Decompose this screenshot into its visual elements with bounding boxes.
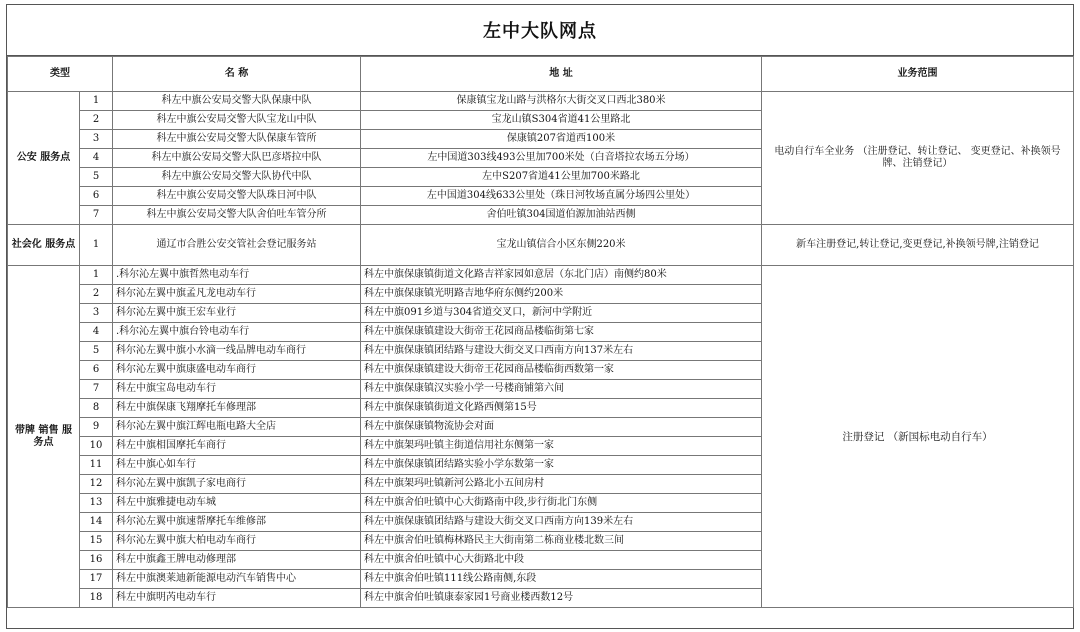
point-address: 宝龙山镇信合小区东侧220米 bbox=[361, 225, 762, 266]
point-address: 科左中旗保康镇街道文化路吉祥家园如意居（东北门店）南侧约80米 bbox=[361, 266, 762, 285]
scope-social: 新车注册登记,转让登记,变更登记,补换领号牌,注销登记 bbox=[762, 225, 1074, 266]
point-address: 科左中旗保康镇团结路实验小学东数第一家 bbox=[361, 456, 762, 475]
point-name: 科左中旗公安局交警大队宝龙山中队 bbox=[113, 111, 361, 130]
row-number: 1 bbox=[80, 266, 113, 285]
row-number: 6 bbox=[80, 361, 113, 380]
header-row bbox=[8, 57, 1074, 92]
row-number: 14 bbox=[80, 513, 113, 532]
header-scope: 业务范围 bbox=[762, 57, 1074, 92]
point-address: 科左中旗保康镇街道文化路西侧第15号 bbox=[361, 399, 762, 418]
row-number: 11 bbox=[80, 456, 113, 475]
row-number: 8 bbox=[80, 399, 113, 418]
point-address: 科左中旗保康镇团结路与建设大街交叉口西南方向139米左右 bbox=[361, 513, 762, 532]
header-name: 名 称 bbox=[113, 57, 361, 92]
point-name: 科左中旗公安局交警大队保康中队 bbox=[113, 92, 361, 111]
row-number: 10 bbox=[80, 437, 113, 456]
point-name: 科左中旗雅捷电动车城 bbox=[113, 494, 361, 513]
point-name: 科左中旗保康飞翔摩托车修理部 bbox=[113, 399, 361, 418]
row-number: 3 bbox=[80, 130, 113, 149]
row-number: 7 bbox=[80, 206, 113, 225]
point-address: 科左中旗保康镇汉实验小学一号楼商铺第六间 bbox=[361, 380, 762, 399]
row-number: 9 bbox=[80, 418, 113, 437]
point-name: 科尔沁左翼中旗康盛电动车商行 bbox=[113, 361, 361, 380]
row-number: 4 bbox=[80, 323, 113, 342]
point-name: 科尔沁左翼中旗江辉电瓶电路大全店 bbox=[113, 418, 361, 437]
point-name: 科尔沁左翼中旗小水滴一线品牌电动车商行 bbox=[113, 342, 361, 361]
point-name: 科尔沁左翼中旗王宏车业行 bbox=[113, 304, 361, 323]
point-name: 科左中旗心如车行 bbox=[113, 456, 361, 475]
category-police: 公安 服务点 bbox=[8, 92, 80, 225]
point-name: 科左中旗公安局交警大队协代中队 bbox=[113, 168, 361, 187]
point-address: 科左中旗舍伯吐镇中心大街路南中段,步行街北门东侧 bbox=[361, 494, 762, 513]
row-number: 2 bbox=[80, 285, 113, 304]
point-address: 左中国道303线493公里加700米处（白音塔拉农场五分场） bbox=[361, 149, 762, 168]
category-social: 社会化 服务点 bbox=[8, 225, 80, 266]
point-name: 科左中旗公安局交警大队保康车管所 bbox=[113, 130, 361, 149]
table-row bbox=[8, 92, 1074, 111]
row-number: 6 bbox=[80, 187, 113, 206]
scope-police: 电动自行车全业务 （注册登记、转让登记、 变更登记、补换领号牌、注销登记） bbox=[762, 92, 1074, 225]
point-address: 左中S207省道41公里加700米路北 bbox=[361, 168, 762, 187]
point-name: 科左中旗宝岛电动车行 bbox=[113, 380, 361, 399]
point-address: 科左中旗保康镇建设大街帝王花园商品楼临街西数第一家 bbox=[361, 361, 762, 380]
table-row bbox=[8, 225, 1074, 266]
point-name: .科尔沁左翼中旗台铃电动车行 bbox=[113, 323, 361, 342]
point-address: 科左中旗舍伯吐镇111线公路南侧,东段 bbox=[361, 570, 762, 589]
point-name: .科尔沁左翼中旗哲然电动车行 bbox=[113, 266, 361, 285]
row-number: 1 bbox=[80, 92, 113, 111]
row-number: 5 bbox=[80, 168, 113, 187]
row-number: 15 bbox=[80, 532, 113, 551]
point-address: 科左中旗保康镇物流协会对面 bbox=[361, 418, 762, 437]
row-number: 3 bbox=[80, 304, 113, 323]
point-address: 科左中旗保康镇团结路与建设大街交叉口西南方向137米左右 bbox=[361, 342, 762, 361]
service-points-sheet bbox=[6, 4, 1074, 629]
row-number: 12 bbox=[80, 475, 113, 494]
point-address: 科左中旗保康镇光明路吉地华府东侧约200米 bbox=[361, 285, 762, 304]
scope-dealer: 注册登记 （新国标电动自行车） bbox=[762, 266, 1074, 608]
point-name: 科尔沁左翼中旗孟凡龙电动车行 bbox=[113, 285, 361, 304]
point-address: 科左中旗保康镇建设大街帝王花园商品楼临街第七家 bbox=[361, 323, 762, 342]
row-number: 17 bbox=[80, 570, 113, 589]
point-address: 科左中旗091乡道与304省道交叉口，新河中学附近 bbox=[361, 304, 762, 323]
row-number: 2 bbox=[80, 111, 113, 130]
point-name: 科左中旗鑫王牌电动修理部 bbox=[113, 551, 361, 570]
row-number: 7 bbox=[80, 380, 113, 399]
row-number: 18 bbox=[80, 589, 113, 608]
point-address: 科左中旗舍伯吐镇康泰家园1号商业楼西数12号 bbox=[361, 589, 762, 608]
point-name: 科尔沁左翼中旗速帮摩托车维修部 bbox=[113, 513, 361, 532]
table-row bbox=[8, 266, 1074, 285]
point-address: 保康镇宝龙山路与洪格尔大街交叉口西北380米 bbox=[361, 92, 762, 111]
point-address: 科左中旗架玛吐镇新河公路北小五间房村 bbox=[361, 475, 762, 494]
point-name: 科左中旗公安局交警大队舍伯吐车管分所 bbox=[113, 206, 361, 225]
point-address: 科左中旗架玛吐镇主街道信用社东侧第一家 bbox=[361, 437, 762, 456]
point-address: 舍伯吐镇304国道伯源加油站西侧 bbox=[361, 206, 762, 225]
point-name: 通辽市合胜公安交管社会登记服务站 bbox=[113, 225, 361, 266]
row-number: 4 bbox=[80, 149, 113, 168]
row-number: 5 bbox=[80, 342, 113, 361]
point-name: 科左中旗澳莱迪新能源电动汽车销售中心 bbox=[113, 570, 361, 589]
point-address: 左中国道304线633公里处（珠日河牧场直属分场四公里处） bbox=[361, 187, 762, 206]
row-number: 1 bbox=[80, 225, 113, 266]
point-name: 科左中旗相国摩托车商行 bbox=[113, 437, 361, 456]
category-dealer: 带牌 销售 服务点 bbox=[8, 266, 80, 608]
point-address: 科左中旗舍伯吐镇梅林路民主大街南第二栋商业楼北数三间 bbox=[361, 532, 762, 551]
row-number: 16 bbox=[80, 551, 113, 570]
point-name: 科左中旗公安局交警大队巴彦塔拉中队 bbox=[113, 149, 361, 168]
point-address: 科左中旗舍伯吐镇中心大街路北中段 bbox=[361, 551, 762, 570]
point-name: 科尔沁左翼中旗大柏电动车商行 bbox=[113, 532, 361, 551]
point-address: 宝龙山镇S304省道41公里路北 bbox=[361, 111, 762, 130]
point-address: 保康镇207省道西100米 bbox=[361, 130, 762, 149]
row-number: 13 bbox=[80, 494, 113, 513]
header-type: 类型 bbox=[8, 57, 113, 92]
sheet-title: 左中大队网点 bbox=[7, 5, 1073, 56]
point-name: 科尔沁左翼中旗凯子家电商行 bbox=[113, 475, 361, 494]
header-address: 地 址 bbox=[361, 57, 762, 92]
point-name: 科左中旗明芮电动车行 bbox=[113, 589, 361, 608]
point-name: 科左中旗公安局交警大队珠日河中队 bbox=[113, 187, 361, 206]
service-points-table bbox=[7, 56, 1074, 608]
